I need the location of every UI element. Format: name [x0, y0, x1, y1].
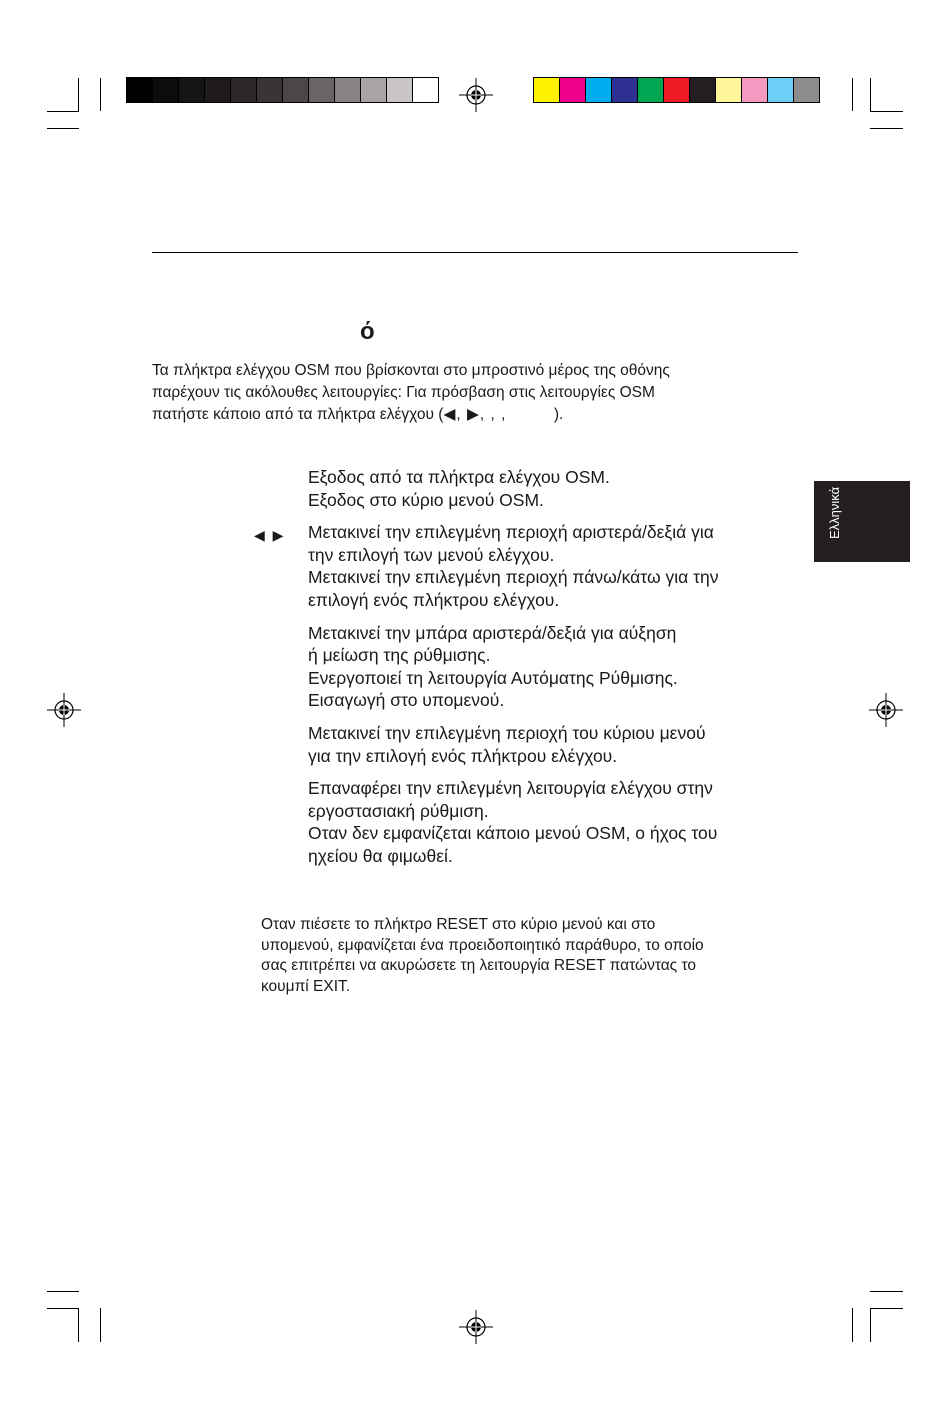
color-swatch — [361, 78, 387, 102]
color-swatch — [586, 78, 612, 102]
crop-mark — [852, 78, 853, 111]
intro-line: παρέχουν τις ακόλουθες λειτουργίες: Για πρόσβαση στις λειτουργίες OSM — [152, 384, 655, 401]
left-right-arrow-icon: ◀ ▶ — [254, 527, 286, 543]
crop-mark — [852, 1308, 853, 1342]
crop-mark — [47, 1291, 79, 1292]
color-swatch — [309, 78, 335, 102]
crop-mark — [47, 128, 79, 129]
color-swatch — [716, 78, 742, 102]
registration-mark-icon — [869, 693, 903, 727]
color-swatch — [560, 78, 586, 102]
color-swatch — [690, 78, 716, 102]
arrow-keys-inline: ◀, ▶, , , — [443, 406, 507, 423]
crop-mark — [47, 1308, 79, 1309]
process-color-bar — [533, 77, 820, 103]
crop-mark — [78, 1308, 79, 1342]
crop-mark — [47, 111, 79, 112]
color-swatch — [387, 78, 413, 102]
color-swatch — [612, 78, 638, 102]
color-swatch — [768, 78, 794, 102]
crop-mark — [78, 78, 79, 111]
control-entry-proceed: Μετακινεί την επιλεγμένη περιοχή του κύριου μενού για την επιλογή ενός πλήκτρου ελέγχου. — [308, 722, 706, 766]
color-swatch — [413, 78, 438, 102]
color-swatch — [205, 78, 231, 102]
registration-mark-icon — [47, 693, 81, 727]
color-swatch — [153, 78, 179, 102]
reset-note: Οταν πιέσετε το πλήκτρο RESET στο κύριο μενού και στο υπομενού, εμφανίζεται ένα προειδοποιητικό παράθυρο, το οποίο σας επιτρέπει να ακυρώσετε τη λειτουργία RESET πατώντας το κουμπί EXIT. — [261, 916, 704, 995]
language-tab-label: Ελληνικά — [827, 486, 842, 539]
crop-mark — [870, 1291, 903, 1292]
registration-mark-icon — [459, 1310, 493, 1344]
crop-mark — [870, 128, 903, 129]
control-entry-arrows: Μετακινεί την επιλεγμένη περιοχή αριστερά/δεξιά για την επιλογή των μενού ελέγχου. Μετακινεί την επιλεγμένη περιοχή πάνω/κάτω για την επιλογή ενός πλήκτρου ελέγχου. — [308, 522, 719, 610]
control-entry-reset: Επαναφέρει την επιλεγμένη λειτουργία ελέγχου στην εργοστασιακή ρύθμιση. Οταν δεν εμφανίζεται κάποιο μενού OSM, ο ήχος του ηχείου θα φιμωθεί. — [308, 778, 718, 866]
color-swatch — [179, 78, 205, 102]
intro-paragraph — [152, 360, 802, 426]
color-swatch — [335, 78, 361, 102]
language-tab — [814, 481, 910, 562]
crop-mark — [870, 111, 903, 112]
crop-mark — [100, 78, 101, 111]
intro-line: Τα πλήκτρα ελέγχου OSM που βρίσκονται στο μπροστινό μέρος της οθόνης — [152, 362, 670, 379]
section-heading: ό — [360, 318, 375, 345]
control-entry-exit: Εξοδος από τα πλήκτρα ελέγχου OSM. Εξοδος στο κύριο μενού OSM. — [308, 467, 610, 510]
color-swatch — [283, 78, 309, 102]
color-swatch — [534, 78, 560, 102]
header-rule — [152, 252, 798, 253]
color-swatch — [127, 78, 153, 102]
crop-mark — [870, 1308, 903, 1309]
control-descriptions — [308, 466, 808, 878]
color-swatch — [231, 78, 257, 102]
color-swatch — [257, 78, 283, 102]
crop-mark — [870, 78, 871, 111]
color-swatch — [638, 78, 664, 102]
crop-mark — [100, 1308, 101, 1342]
color-swatch — [794, 78, 819, 102]
registration-mark-icon — [459, 78, 493, 112]
intro-line: πατήστε κάποιο από τα πλήκτρα ελέγχου (◀, ▶, , , ). — [152, 406, 564, 423]
color-swatch — [664, 78, 690, 102]
crop-mark — [870, 1308, 871, 1342]
grayscale-color-bar — [126, 77, 439, 103]
control-entry-adjust: Μετακινεί την μπάρα αριστερά/δεξιά για αύξηση ή μείωση της ρύθμισης. Ενεργοποιεί τη λειτουργία Αυτόματης Ρύθμισης. Εισαγωγή στο υπομενού. — [308, 622, 678, 711]
color-swatch — [742, 78, 768, 102]
